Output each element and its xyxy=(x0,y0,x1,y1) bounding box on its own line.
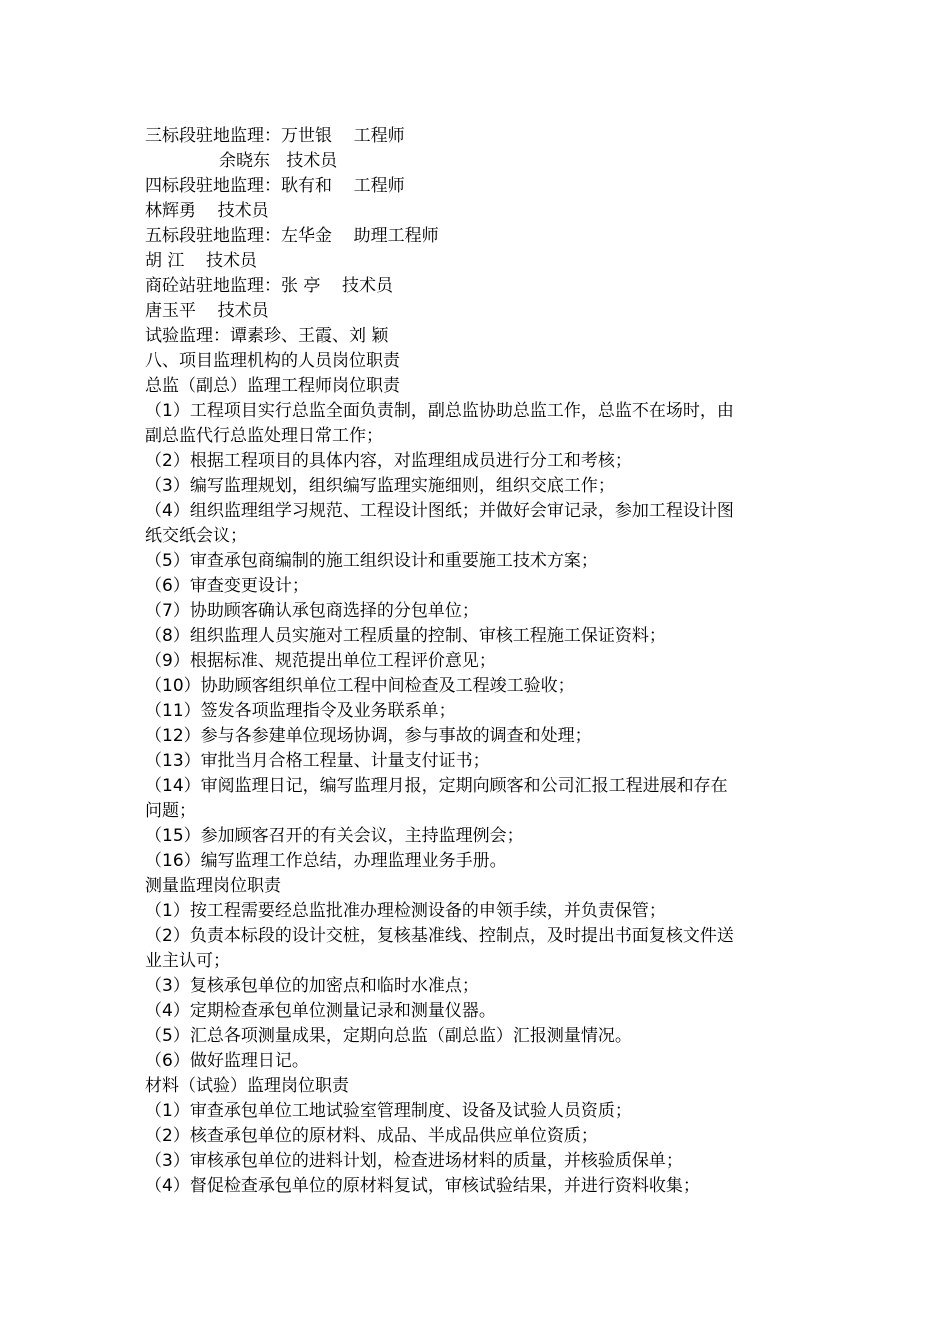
list-item-continuation: 业主认可； xyxy=(145,951,230,971)
list-item: （1）审查承包单位工地试验室管理制度、设备及试验人员资质； xyxy=(145,1101,632,1121)
list-item: （5）汇总各项测量成果，定期向总监（副总监）汇报测量情况。 xyxy=(145,1026,632,1046)
list-item: （4）定期检查承包单位测量记录和测量仪器。 xyxy=(145,1001,496,1021)
document-body xyxy=(145,124,815,1199)
section-heading: 八、项目监理机构的人员岗位职责 xyxy=(145,351,400,371)
list-item: （6）审查变更设计； xyxy=(145,576,309,596)
list-item: （11）签发各项监理指令及业务联系单； xyxy=(145,701,456,721)
list-item: （5）审查承包商编制的施工组织设计和重要施工技术方案； xyxy=(145,551,598,571)
list-item: （12）参与各参建单位现场协调，参与事故的调查和处理； xyxy=(145,726,592,746)
subsection-heading: 材料（试验）监理岗位职责 xyxy=(145,1076,349,1096)
text-line: 胡 江 技术员 xyxy=(145,251,258,271)
subsection-heading: 总监（副总）监理工程师岗位职责 xyxy=(145,376,400,396)
list-item: （7）协助顾客确认承包商选择的分包单位； xyxy=(145,601,479,621)
list-item-continuation: 问题； xyxy=(145,801,196,821)
text-line: 余晓东 技术员 xyxy=(219,151,338,171)
list-item: （10）协助顾客组织单位工程中间检查及工程竣工验收； xyxy=(145,676,575,696)
list-item: （6）做好监理日记。 xyxy=(145,1051,309,1071)
text-line: 三标段驻地监理：万世银 工程师 xyxy=(145,126,405,146)
text-line: 四标段驻地监理：耿有和 工程师 xyxy=(145,176,405,196)
list-item: （4）组织监理组学习规范、工程设计图纸；并做好会审记录，参加工程设计图 xyxy=(145,501,734,521)
subsection-heading: 测量监理岗位职责 xyxy=(145,876,281,896)
list-item: （2）负责本标段的设计交桩，复核基准线、控制点，及时提出书面复核文件送 xyxy=(145,926,734,946)
list-item: （15）参加顾客召开的有关会议，主持监理例会； xyxy=(145,826,524,846)
list-item-continuation: 副总监代行总监处理日常工作； xyxy=(145,426,383,446)
list-item: （3）编写监理规划，组织编写监理实施细则，组织交底工作； xyxy=(145,476,615,496)
list-item: （14）审阅监理日记，编写监理月报，定期向顾客和公司汇报工程进展和存在 xyxy=(145,776,728,796)
list-item: （1）按工程需要经总监批准办理检测设备的申领手续，并负责保管； xyxy=(145,901,666,921)
text-line: 唐玉平 技术员 xyxy=(145,301,269,321)
list-item: （16）编写监理工作总结，办理监理业务手册。 xyxy=(145,851,507,871)
list-item: （8）组织监理人员实施对工程质量的控制、审核工程施工保证资料； xyxy=(145,626,666,646)
text-line: 试验监理：谭素珍、王霞、刘 颖 xyxy=(145,326,389,346)
list-item: （3）审核承包单位的进料计划，检查进场材料的质量，并核验质保单； xyxy=(145,1151,683,1171)
list-item: （1）工程项目实行总监全面负责制，副总监协助总监工作，总监不在场时，由 xyxy=(145,401,734,421)
list-item: （4）督促检查承包单位的原材料复试，审核试验结果，并进行资料收集； xyxy=(145,1176,700,1196)
list-item: （3）复核承包单位的加密点和临时水准点； xyxy=(145,976,479,996)
list-item: （2）根据工程项目的具体内容，对监理组成员进行分工和考核； xyxy=(145,451,632,471)
text-line: 林辉勇 技术员 xyxy=(145,201,269,221)
list-item-continuation: 纸交纸会议； xyxy=(145,526,247,546)
list-item: （13）审批当月合格工程量、计量支付证书； xyxy=(145,751,490,771)
list-item: （9）根据标准、规范提出单位工程评价意见； xyxy=(145,651,496,671)
text-line: 商砼站驻地监理：张 亭 技术员 xyxy=(145,276,394,296)
list-item: （2）核查承包单位的原材料、成品、半成品供应单位资质； xyxy=(145,1126,598,1146)
text-line: 五标段驻地监理：左华金 助理工程师 xyxy=(145,226,439,246)
